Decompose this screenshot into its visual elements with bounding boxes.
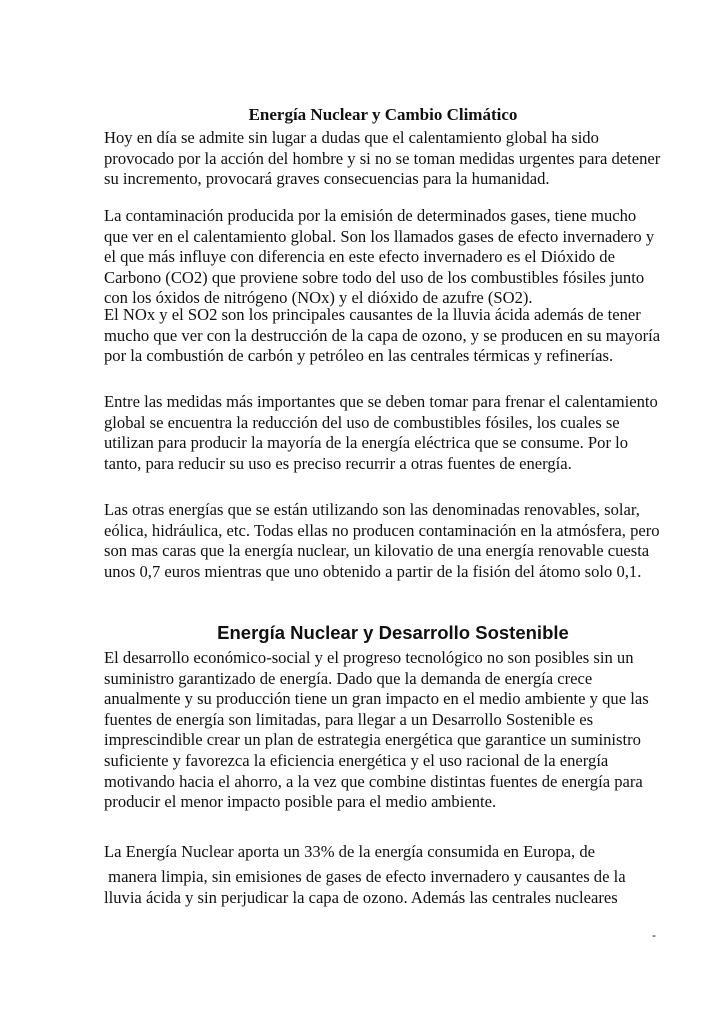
paragraph: manera limpia, sin emisiones de gases de efecto invernadero y causantes de la lluvia ácida y sin perjudicar la capa de ozono. Además las centrales nucleares bbox=[104, 867, 630, 907]
paragraph: La Energía Nuclear aporta un 33% de la energía consumida en Europa, de bbox=[104, 842, 596, 861]
paragraph: Las otras energías que se están utilizando son las denominadas renovables, solar, eólica, hidráulica, etc. Todas ellas no producen contaminación en la atmósfera, pero son mas caras que la energía nuclear, un kilovatio de una energía renovable cuesta unos 0,7 euros mientras que uno obtenido a partir de la fisión del átomo solo 0,1. bbox=[104, 500, 660, 581]
paragraph: Hoy en día se admite sin lugar a dudas que el calentamiento global ha sido provocado por la acción del hombre y si no se toman medidas urgentes para detener su incremento, provocará graves consecuencias para la humanidad. bbox=[104, 128, 661, 189]
page-marker: - bbox=[652, 928, 656, 942]
paragraph: Entre las medidas más importantes que se deben tomar para frenar el calentamiento global se encuentra la reducción del uso de combustibles fósiles, los cuales se utilizan para producir la mayoría de la energía eléctrica que se consume. Por lo tanto, para reducir su uso es preciso recurrir a otras fuentes de energía. bbox=[104, 392, 658, 473]
section-title: Energía Nuclear y Desarrollo Sostenible bbox=[217, 622, 569, 643]
paragraph: El desarrollo económico-social y el progreso tecnológico no son posibles sin un suministro garantizado de energía. Dado que la demanda de energía crece anualmente y su producción tiene un gran impacto en el medio ambiente y que las fuentes de energía son limitadas, para llegar a un Desarrollo Sostenible es imprescindible crear un plan de estrategia energética que garantice un suministro suficiente y favorezca la eficiencia energética y el uso racional de la energía motivando hacia el ahorro, a la vez que combine distintas fuentes de energía para producir el menor impacto posible para el medio ambiente. bbox=[104, 648, 649, 812]
paragraph: El NOx y el SO2 son los principales causantes de la lluvia ácida además de tener mucho que ver con la destrucción de la capa de ozono, y se producen en su mayoría por la combustión de carbón y petróleo en las centrales térmicas y refinerías. bbox=[104, 305, 661, 366]
paragraph: La contaminación producida por la emisión de determinados gases, tiene mucho que ver en el calentamiento global. Son los llamados gases de efecto invernadero y el que más influye con diferencia en este efecto invernadero es el Dióxido de Carbono (CO2) que proviene sobre todo del uso de los combustibles fósiles junto con los óxidos de nitrógeno (NOx) y el dióxido de azufre (SO2). bbox=[104, 206, 655, 308]
page-title: Energía Nuclear y Cambio Climático bbox=[248, 105, 518, 124]
